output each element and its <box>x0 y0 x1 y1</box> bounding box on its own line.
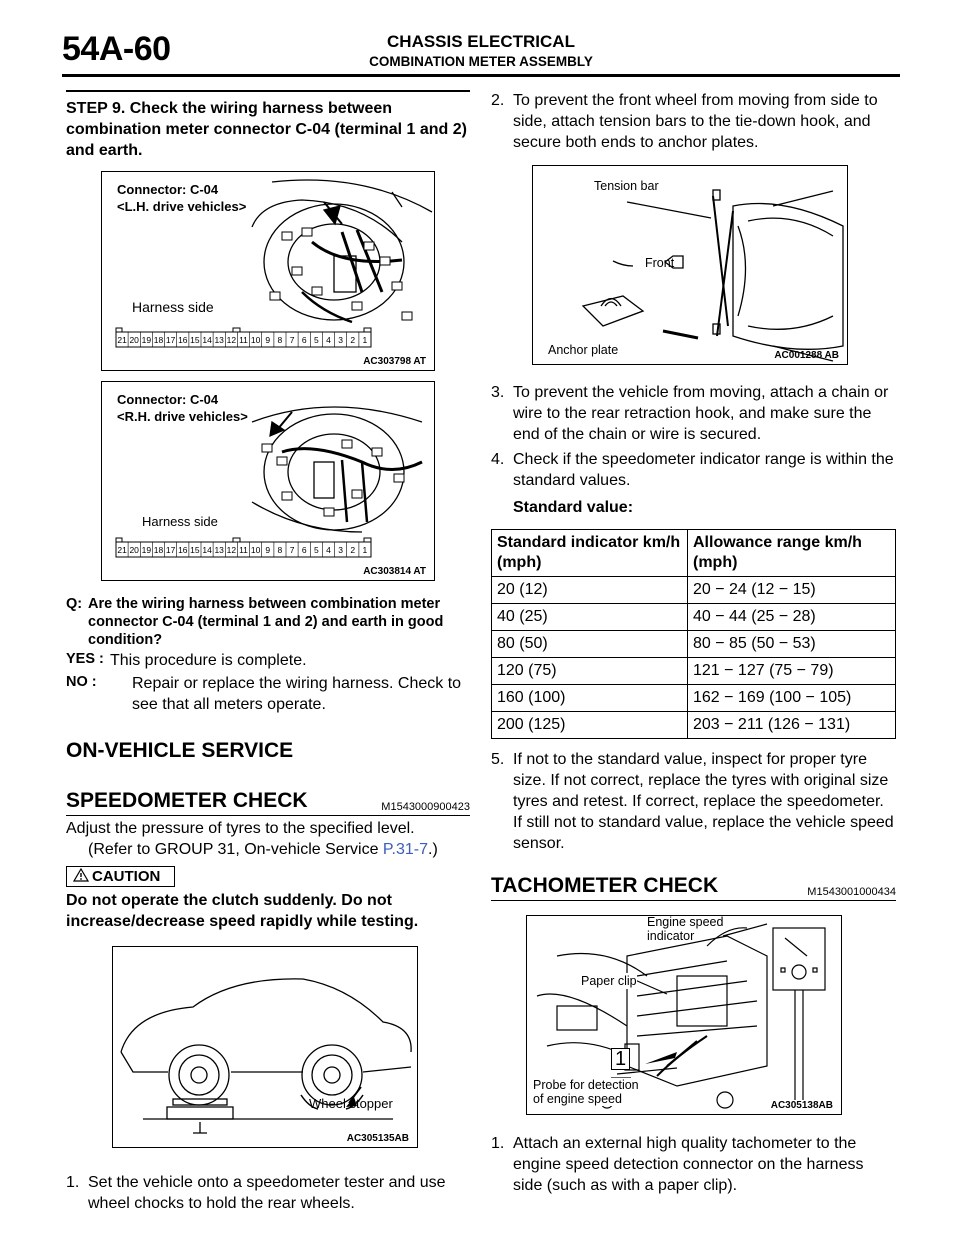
anchor-plate-label: Anchor plate <box>548 343 619 357</box>
terminal-number: 16 <box>178 335 188 345</box>
table-row <box>492 577 896 604</box>
speedometer-code: M1543000900423 <box>381 801 470 813</box>
table-cell: 203 − 211 (126 − 131) <box>688 712 896 739</box>
tension-bar-label: Tension bar <box>594 179 659 193</box>
terminal-number: 18 <box>153 335 164 345</box>
speedometer-reference <box>66 839 470 860</box>
page-number: 54A-60 <box>62 30 171 68</box>
warning-triangle-icon <box>73 868 89 882</box>
speedometer-intro: Adjust the pressure of tyres to the specified level. <box>66 820 415 837</box>
tachometer-heading-row <box>491 874 896 900</box>
table-cell: 20 (12) <box>492 577 688 604</box>
fig3-code: AC305135AB <box>346 1133 409 1144</box>
item-number: 5. <box>491 751 505 768</box>
terminal-number: 5 <box>314 545 319 555</box>
reference-prefix: (Refer to GROUP 31, On-vehicle Service <box>88 841 383 858</box>
item-number: 4. <box>491 451 505 468</box>
table-row <box>492 685 896 712</box>
item-text: Set the vehicle onto a speedometer tester and use wheel chocks to hold the rear wheels. <box>88 1174 446 1212</box>
question-block <box>66 595 470 649</box>
item-number: 1. <box>491 1135 505 1152</box>
item-text: Attach an external high quality tachometer to the engine speed detection connector on the harness side (such as with a paper clip). <box>513 1135 864 1194</box>
no-key: NO : <box>66 674 97 690</box>
speedometer-heading: SPEEDOMETER CHECK <box>66 789 308 812</box>
speedometer-rule <box>66 815 470 816</box>
speedometer-heading-row <box>66 789 470 815</box>
terminal-number: 19 <box>141 335 152 345</box>
terminal-number: 21 <box>117 335 127 345</box>
terminal-number: 14 <box>202 335 212 345</box>
terminal-number: 8 <box>277 545 283 555</box>
connector-figure-lh <box>101 171 435 371</box>
terminal-labels-lh <box>117 332 367 347</box>
terminal-number: 9 <box>265 545 271 555</box>
table-row <box>492 604 896 631</box>
step-item-5 <box>491 749 896 854</box>
step-item-2 <box>491 90 896 153</box>
reference-suffix: .) <box>428 841 438 858</box>
terminal-number: 20 <box>129 335 139 345</box>
tachometer-heading: TACHOMETER CHECK <box>491 874 719 897</box>
caution-box <box>66 866 470 887</box>
fig1-harness-label: Harness side <box>132 299 214 315</box>
terminal-number: 6 <box>301 335 307 345</box>
terminal-number: 7 <box>289 335 295 345</box>
terminal-number: 8 <box>277 335 283 345</box>
table-header-cell: Standard indicator km/h (mph) <box>492 530 688 577</box>
vehicle-on-tester-diagram <box>113 947 418 1148</box>
terminal-number: 18 <box>153 545 164 555</box>
tension-bar-diagram <box>533 166 848 365</box>
terminal-number: 17 <box>165 335 176 345</box>
item-text: To prevent the front wheel from moving from side to side, attach tension bars to the tie-down hook, and secure both ends to anchor plates. <box>513 92 878 151</box>
yes-key: YES : <box>66 651 104 667</box>
terminal-number: 11 <box>239 335 248 345</box>
terminal-number: 12 <box>226 545 237 555</box>
table-cell: 160 (100) <box>492 685 688 712</box>
terminal-number: 5 <box>314 335 319 345</box>
terminal-number: 9 <box>265 335 271 345</box>
tachometer-rule <box>491 900 896 901</box>
table-row <box>492 631 896 658</box>
paper-clip-label: Paper clip <box>581 974 637 988</box>
terminal-number: 4 <box>326 545 331 555</box>
item-number: 1. <box>66 1174 80 1191</box>
terminal-number: 2 <box>350 545 356 555</box>
engine-speed-label-2: indicator <box>647 929 695 943</box>
terminal-number: 6 <box>301 545 307 555</box>
fig1-connector-label: Connector: C-04 <box>117 182 219 197</box>
probe-label-2: of engine speed <box>533 1092 622 1106</box>
engine-speed-label-1: Engine speed <box>647 915 724 929</box>
step-item-1 <box>66 1172 470 1214</box>
wheel-stopper-label: Wheel stopper <box>309 1096 393 1111</box>
section-title: CHASSIS ELECTRICAL <box>387 32 575 51</box>
tachometer-code: M1543001000434 <box>807 886 896 898</box>
item-text: If not to the standard value, inspect for proper tyre size. If not correct, replace the tyres with original size tyres and retest. If correct, replace the speedometer. If still not to standard value, replace the vehicle speed sensor. <box>513 751 894 852</box>
wheel-stopper-figure <box>112 946 418 1148</box>
terminal-number: 16 <box>178 545 188 555</box>
step-item-4 <box>491 449 896 491</box>
terminal-number: 1 <box>362 335 368 345</box>
fig2-code: AC303814 AT <box>363 566 426 577</box>
terminal-number: 10 <box>250 335 261 345</box>
terminal-number: 3 <box>338 335 343 345</box>
step-item-3 <box>491 382 896 445</box>
terminal-number: 21 <box>117 545 127 555</box>
terminal-number: 15 <box>190 335 200 345</box>
table-cell: 120 (75) <box>492 658 688 685</box>
right-column <box>491 90 896 1196</box>
speedometer-standard-table <box>491 529 896 739</box>
callout-1: 1 <box>611 1048 630 1070</box>
terminal-number: 7 <box>289 545 295 555</box>
terminal-number: 13 <box>214 545 224 555</box>
tachometer-figure <box>526 915 842 1115</box>
standard-value-label: Standard value: <box>513 499 634 516</box>
table-cell: 40 − 44 (25 − 28) <box>688 604 896 631</box>
table-header-row <box>492 530 896 577</box>
tension-bar-figure <box>532 165 848 365</box>
caution-text: Do not operate the clutch suddenly. Do not increase/decrease speed rapidly while testing. <box>66 892 419 930</box>
terminal-number: 10 <box>250 545 261 555</box>
on-vehicle-heading: ON-VEHICLE SERVICE <box>66 739 294 762</box>
fig2-connector-label: Connector: C-04 <box>117 392 219 407</box>
connector-figure-rh <box>101 381 435 581</box>
terminal-number: 17 <box>165 545 176 555</box>
terminal-number: 15 <box>190 545 200 555</box>
terminal-number: 4 <box>326 335 331 345</box>
probe-label-1: Probe for detection <box>533 1078 639 1092</box>
terminal-number: 14 <box>202 545 212 555</box>
step-rule <box>66 90 470 92</box>
no-text: Repair or replace the wiring harness. Check to see that all meters operate. <box>132 675 462 713</box>
table-row <box>492 658 896 685</box>
question-text: Are the wiring harness between combination meter connector C-04 (terminal 1 and 2) and earth in good condition? <box>88 596 444 648</box>
table-cell: 200 (125) <box>492 712 688 739</box>
section-subtitle: COMBINATION METER ASSEMBLY <box>369 54 593 69</box>
item-number: 3. <box>491 384 505 401</box>
item-number: 2. <box>491 92 505 109</box>
caution-label-box <box>66 866 175 887</box>
terminal-number: 20 <box>129 545 139 555</box>
table-cell: 20 − 24 (12 − 15) <box>688 577 896 604</box>
table-cell: 40 (25) <box>492 604 688 631</box>
table-cell: 121 − 127 (75 − 79) <box>688 658 896 685</box>
page-header <box>62 28 900 80</box>
terminal-number: 19 <box>141 545 152 555</box>
fig2-variant-label: <R.H. drive vehicles> <box>117 409 248 424</box>
table-cell: 162 − 169 (100 − 105) <box>688 685 896 712</box>
question-key: Q: <box>66 596 83 612</box>
table-cell: 80 − 85 (50 − 53) <box>688 631 896 658</box>
terminal-labels-rh <box>117 542 367 557</box>
item-text: Check if the speedometer indicator range is within the standard values. <box>513 451 894 489</box>
terminal-number: 12 <box>226 335 237 345</box>
fig1-code: AC303798 AT <box>363 356 426 367</box>
caution-label: CAUTION <box>92 868 161 885</box>
fig4-code: AC001288 AB <box>774 350 839 361</box>
terminal-number: 2 <box>350 335 356 345</box>
table-header-cell: Allowance range km/h (mph) <box>688 530 896 577</box>
table-cell: 80 (50) <box>492 631 688 658</box>
front-label: Front <box>645 256 675 270</box>
step-title: STEP 9. Check the wiring harness between combination meter connector C-04 (terminal 1 and 2) and earth. <box>66 100 467 159</box>
yes-row <box>66 650 470 671</box>
terminal-number: 1 <box>362 545 368 555</box>
no-row <box>66 673 470 715</box>
terminal-number: 11 <box>239 545 248 555</box>
left-column <box>66 90 470 1214</box>
table-row <box>492 712 896 739</box>
reference-link[interactable]: P.31-7 <box>382 841 428 858</box>
yes-text: This procedure is complete. <box>110 652 307 669</box>
header-rule <box>62 74 900 77</box>
fig1-variant-label: <L.H. drive vehicles> <box>117 199 247 214</box>
terminal-number: 3 <box>338 545 343 555</box>
tachometer-item-1 <box>491 1133 896 1196</box>
fig2-harness-label: Harness side <box>142 514 218 529</box>
terminal-number: 13 <box>214 335 224 345</box>
item-text: To prevent the vehicle from moving, attach a chain or wire to the rear retraction hook, and make sure the end of the chain or wire is secured. <box>513 384 889 443</box>
fig5-code: AC305138AB <box>770 1100 833 1111</box>
